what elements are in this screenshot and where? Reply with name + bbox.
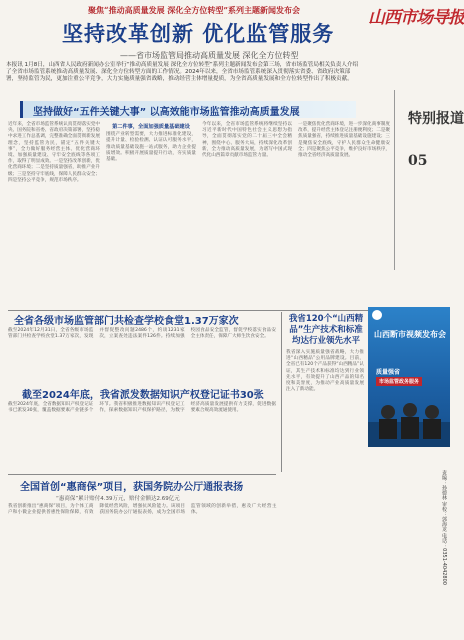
story-ip-headline: 截至2024年底，我省派发数据知识产权登记证书30张 xyxy=(22,390,264,401)
horizontal-divider xyxy=(8,474,276,475)
story-120-body: 我省深入实施质量强省战略，大力推进“山西精品”公用品牌建设。目前，全省已有120个产品获得“山西精品”认证，其生产技术和标准均达到行业领先水平，有效提升了山西产品的知名度和美誉度，为推动产业高质量发展注入了新动能。 xyxy=(286,350,364,393)
page-headline: 坚持改革创新 优化监管服务 xyxy=(62,22,335,46)
story-huishang-headline: 全国首创“惠商保”项目，获国务院办公厅通报表扬 xyxy=(20,482,244,493)
section-banner xyxy=(20,101,356,118)
column-text: 今年以来，全省市场监管系统将继续坚持以习近平新时代中国特色社会主义思想为指导，全面贯彻落实党的二十届三中全会精神，围绕中心、服务大局，持续深化改革创新，全力推动高质量发展，为谱写中国式现代化山西篇章贡献市场监管力量。 xyxy=(202,122,292,159)
column-text: 围绕产业转型需要，大力推进标准化建设，提升计量、检验检测、认证认可服务水平，推动质量基础设施一站式服务，助力企业提质增效。积极开展质量提升行动，夯实质量基础。 xyxy=(106,132,196,163)
column-text: 一是聚焦优化营商环境，进一步深化商事制度改革，提升经营主体登记注册便利度；二是聚焦质量强省，持续推进质量基础设施建设；三是聚焦安全底线，守护人民群众生命健康安全；四是聚焦公平竞争，维护良好市场秩序，推动全省经济高质量发展。 xyxy=(298,122,390,159)
page-number: 05 xyxy=(408,153,428,169)
article-column-2 xyxy=(106,122,196,308)
article-column-4 xyxy=(298,122,390,308)
photo-caption: 市场监管政务服务 xyxy=(376,377,422,386)
article-column-1 xyxy=(8,122,100,308)
story-120-headline: 我省120个“山西精品”生产技术和标准均达行业领先水平 xyxy=(288,314,364,346)
column-subtitle: 第二件事，全面加强质量基础建设 xyxy=(112,124,190,130)
story-huishang-body: 我省创新推出“惠商保”项目，为个体工商户和小微企业提供普惠性保险保障，有效降低经营风险，增强抗风险能力。该项目获国务院办公厅通报表扬，成为全国市场监管领域的创新举措，惠及广大经营主体。 xyxy=(8,504,277,516)
page-subhead: ——省市场监管局推动高质量发展 深化全方位转型 xyxy=(120,51,299,60)
section-label: 特别报道 xyxy=(408,111,464,127)
story-food-headline: 全省各级市场监管部门共检查学校食堂1.37万家次 xyxy=(14,316,239,327)
column-text: 近年来，全省市场监管系统认真贯彻落实党中央、国务院和省委、省政府决策部署，坚持稳中求进工作总基调，完整准确全面贯彻新发展理念，坚持监管为民，锚定“五件关键大事”，全力做好服务经营主体、优化营商环境、加强质量建设、守牢安全底线等各项工作，取得了明显成效。一是坚持改革创新，优化营商环境；二是坚持质量强省，助推产业升级；三是坚持守牢底线，保障人民群众安全；四是坚持公平竞争，规范市场秩序。 xyxy=(8,122,100,183)
masthead-logo: 山西市场导报 xyxy=(368,8,464,28)
series-title: 聚焦“推动高质量发展 深化全方位转型”系列主题新闻发布会 xyxy=(88,5,300,15)
section-banner-title: 坚持做好“五件关键大事” 以高效能市场监管推动高质量发展 xyxy=(33,107,300,118)
article-column-3 xyxy=(202,122,292,308)
people-silhouette-icon xyxy=(368,392,450,447)
photo-title-1: 山西断市视频发布会 xyxy=(374,330,446,339)
story-huishang-subhead: “惠商保”累计赔付4.39万元，赔付金额达2.69亿元 xyxy=(56,496,180,502)
logo-icon xyxy=(372,310,382,320)
lead-paragraph: 本报讯 1月8日，山西省人民政府新闻办公室举行“推动高质量发展 深化全方位转型”系列主题新闻发布会第三场，省市场监管局相关负责人介绍了全省市场监管系统推动高质量发展、深化全方位转型方面的工作情况。2024年以来，全省市场监管系统深入贯彻落实省委、省政府决策部署，坚持监管为民，更加注重公平竞争，大力实施质量强省战略，推动经营主体增量提质，为全省高质量发展和全方位转型作出了积极贡献。 xyxy=(6,62,359,82)
press-conference-photo xyxy=(368,307,450,447)
story-food-body: 截至2024年12月31日，全省各级市场监管部门共检查学校食堂1.37万家次，发现并督促整改问题2486个，约谈1231家次，立案查处违法案件126件。持续加强校园食品安全监管，督促学校落实食品安全主体责任，保障广大师生饮食安全。 xyxy=(8,328,276,340)
story-ip-body: 截至2024年底，全省数据知识产权登记证书已派发30张，覆盖数据要素产业链多个环节。我省积极推进数据知识产权登记工作，探索数据知识产权保护路径，为数字经济高质量发展提供有力支撑，促进数据要素合规高效流通使用。 xyxy=(8,402,276,414)
photo-title-2: 质量强省 xyxy=(376,369,401,376)
editor-credits: 责编：孙德林 审校：郭海龙 电话：0351-4042800 xyxy=(441,470,447,585)
vertical-divider xyxy=(281,312,282,472)
